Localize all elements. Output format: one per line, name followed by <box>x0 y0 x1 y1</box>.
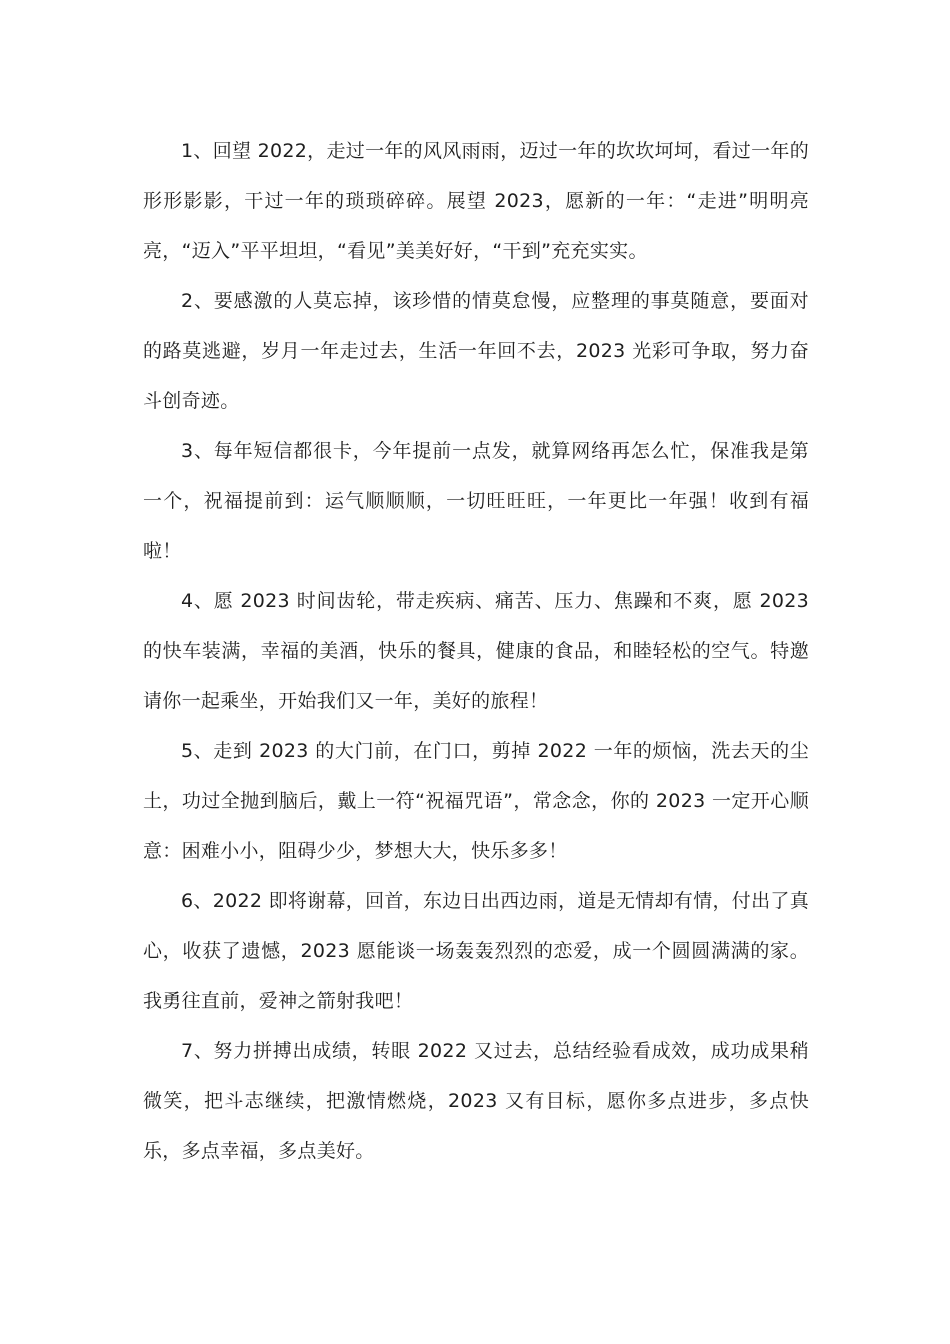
paragraph-5: 5、走到 2023 的大门前，在门口，剪掉 2022 一年的烦恼，洗去天的尘土，功过全抛到脑后，戴上一符“祝福咒语”，常念念，你的 2023 一定开心顺意：困难小小，阻碍少少，梦想大大，快乐多多！ <box>143 740 809 862</box>
paragraph-1: 1、回望 2022，走过一年的风风雨雨，迈过一年的坎坎坷坷，看过一年的形形影影，干过一年的琐琐碎碎。展望 2023，愿新的一年：“走进”明明亮亮，“迈入”平平坦坦，“看见”美美好好，“干到”充充实实。 <box>143 140 809 262</box>
paragraph-3: 3、每年短信都很卡，今年提前一点发，就算网络再怎么忙，保准我是第一个，祝福提前到：运气顺顺顺，一切旺旺旺，一年更比一年强！收到有福啦！ <box>143 440 809 562</box>
document-body <box>143 126 809 1176</box>
paragraph-4: 4、愿 2023 时间齿轮，带走疾病、痛苦、压力、焦躁和不爽，愿 2023 的快车装满，幸福的美酒，快乐的餐具，健康的食品，和睦轻松的空气。特邀请你一起乘坐，开始我们又一年，美好的旅程！ <box>143 590 809 712</box>
paragraph-2: 2、要感激的人莫忘掉，该珍惜的情莫怠慢，应整理的事莫随意，要面对的路莫逃避，岁月一年走过去，生活一年回不去，2023 光彩可争取，努力奋斗创奇迹。 <box>143 290 809 412</box>
paragraph-6: 6、2022 即将谢幕，回首，东边日出西边雨，道是无情却有情，付出了真心，收获了遗憾，2023 愿能谈一场轰轰烈烈的恋爱，成一个圆圆满满的家。我勇往直前，爱神之箭射我吧！ <box>143 890 809 1012</box>
paragraph-7: 7、努力拼搏出成绩，转眼 2022 又过去，总结经验看成效，成功成果稍微笑，把斗志继续，把激情燃烧，2023 又有目标，愿你多点进步，多点快乐，多点幸福，多点美好。 <box>143 1040 809 1162</box>
